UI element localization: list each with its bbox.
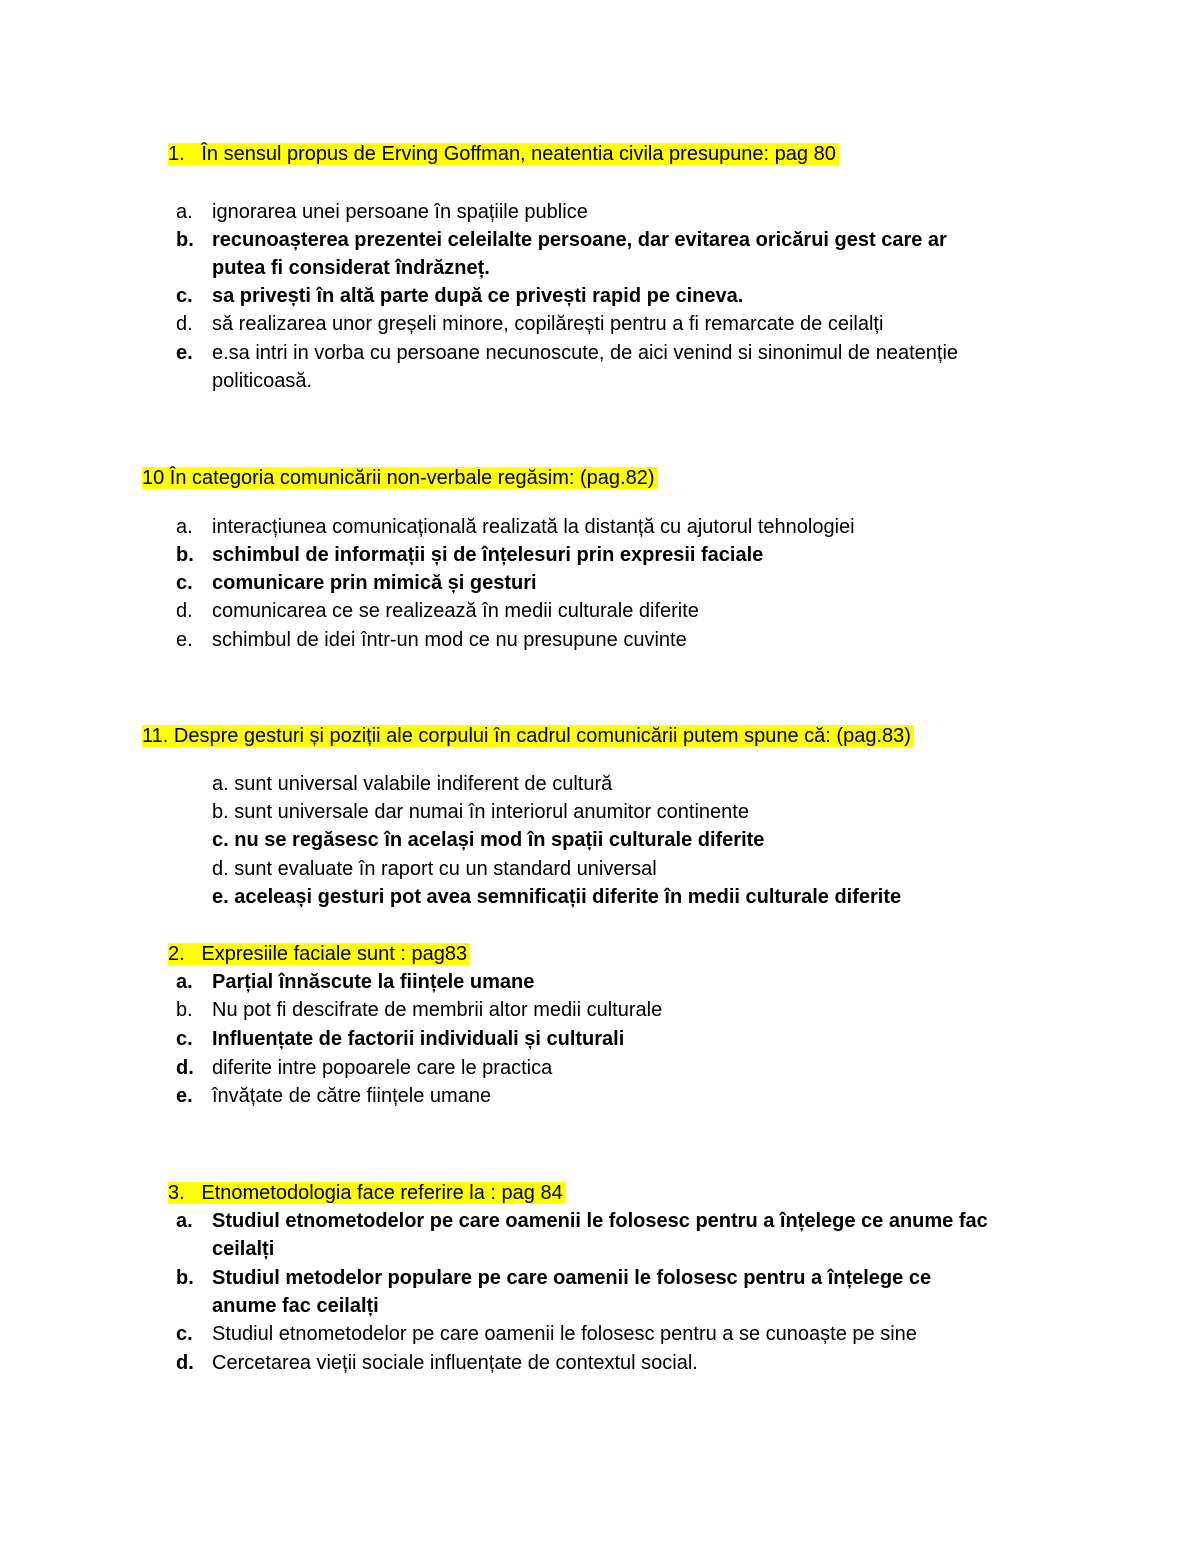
option-label: c. [176,572,193,594]
option-label: c. [176,1323,193,1345]
question-2-heading [168,940,470,968]
option-text: Nu pot fi descifrate de membrii altor medii culturale [212,999,663,1021]
option-label: e. [176,629,193,651]
question-10-heading [142,464,658,492]
option-text: e.sa intri in vorba cu persoane necunoscute, de aici venind si sinonimul de neatenție [212,342,959,364]
option-label: b. [176,544,194,566]
option-text: schimbul de idei într-un mod ce nu presupune cuvinte [212,629,687,651]
option-text: e. aceleași gesturi pot avea semnificații diferite în medii culturale diferite [212,886,902,908]
option-label: b. [176,1267,194,1289]
option-text: învățate de către ființele umane [212,1085,492,1107]
option-text-continued: putea fi considerat îndrăzneț. [212,257,490,279]
option-label: b. [176,229,194,251]
option-text: interacțiunea comunicațională realizată la distanță cu ajutorul tehnologiei [212,516,855,538]
question-text: 11. Despre gesturi și poziții ale corpului în cadrul comunicării putem spune că: (pag.83) [142,725,914,747]
option-text: c. nu se regăsesc în același mod în spații culturale diferite [212,829,765,851]
option-text: să realizarea unor greșeli minore, copilărești pentru a fi remarcate de ceilalți [212,313,884,335]
option-label: a. [176,516,193,538]
question-number: 1. [168,143,185,165]
question-text: Etnometodologia face referire la : pag 84 [201,1182,563,1204]
question-text: Expresiile faciale sunt : pag83 [201,943,468,965]
option-text: recunoașterea prezentei celeilalte persoane, dar evitarea oricărui gest care ar [212,229,947,251]
option-text: Cercetarea vieții sociale influențate de contextul social. [212,1352,698,1374]
option-label: d. [176,600,193,622]
option-text: Influențate de factorii individuali și culturali [212,1028,625,1050]
option-label: a. [176,1210,193,1232]
question-1-heading [168,140,839,168]
option-text: Studiul etnometodelor pe care oamenii le folosesc pentru a se cunoaște pe sine [212,1323,917,1345]
option-text: a. sunt universal valabile indiferent de cultură [212,773,613,795]
option-text: sa privești în altă parte după ce privești rapid pe cineva. [212,285,744,307]
option-text: d. sunt evaluate în raport cu un standard universal [212,858,657,880]
option-text: Studiul metodelor populare pe care oamenii le folosesc pentru a înțelege ce [212,1267,932,1289]
option-text: diferite intre popoarele care le practica [212,1057,553,1079]
option-text-continued: anume fac ceilalți [212,1295,379,1317]
option-label: d. [176,1057,194,1079]
question-number: 3. [168,1182,185,1204]
question-number: 2. [168,943,185,965]
option-text: Parțial înnăscute la ființele umane [212,971,535,993]
question-text: În sensul propus de Erving Goffman, neatentia civila presupune: pag 80 [201,143,836,165]
question-3-heading [168,1179,566,1207]
option-label: d. [176,1352,194,1374]
option-text-continued: ceilalți [212,1238,275,1260]
option-text: ignorarea unei persoane în spațiile publice [212,201,588,223]
option-label: e. [176,342,193,364]
option-text: b. sunt universale dar numai în interiorul anumitor continente [212,801,749,823]
option-text: comunicarea ce se realizează în medii culturale diferite [212,600,699,622]
option-label: e. [176,1085,193,1107]
option-text: comunicare prin mimică și gesturi [212,572,537,594]
option-label: a. [176,201,193,223]
question-text: 10 În categoria comunicării non-verbale regăsim: (pag.82) [142,467,658,489]
option-text: Studiul etnometodelor pe care oamenii le folosesc pentru a înțelege ce anume fac [212,1210,988,1232]
option-label: c. [176,285,193,307]
option-label: a. [176,971,193,993]
option-label: b. [176,999,193,1021]
option-label: c. [176,1028,193,1050]
option-text: schimbul de informații și de înțelesuri prin expresii faciale [212,544,764,566]
question-11-heading [142,722,914,750]
option-text-continued: politicoasă. [212,370,313,392]
option-label: d. [176,313,193,335]
